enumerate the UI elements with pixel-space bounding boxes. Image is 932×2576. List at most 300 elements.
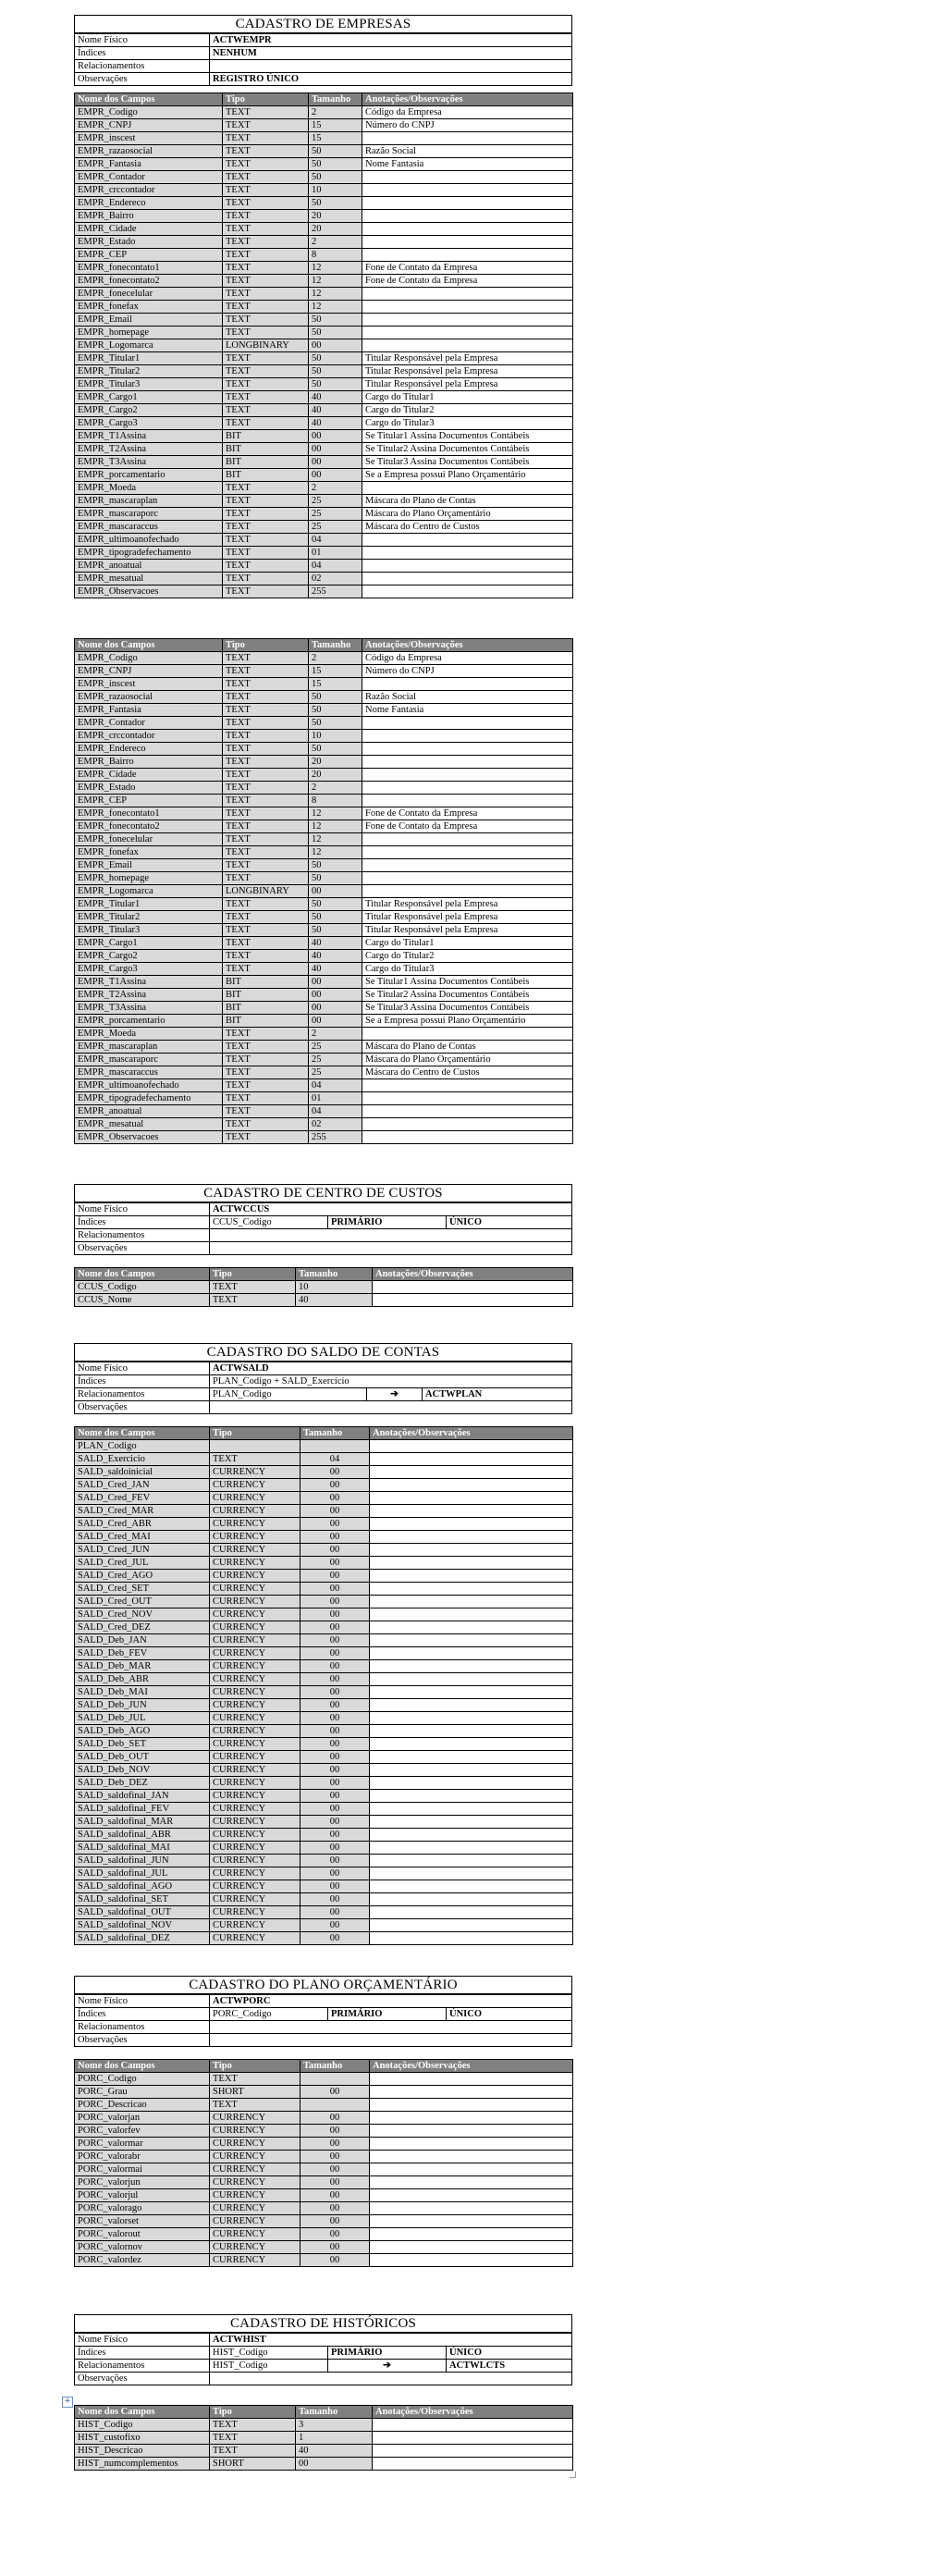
field-type: CURRENCY [210, 1699, 300, 1712]
field-type: CURRENCY [210, 2254, 300, 2267]
table-row [75, 456, 573, 469]
column-header: Nome dos Campos [75, 2060, 210, 2073]
field-name: EMPR_porcamentario [75, 1015, 223, 1028]
field-size: 10 [309, 184, 362, 197]
field-size: 00 [309, 885, 362, 898]
table-row [75, 1634, 573, 1647]
table-row [75, 859, 573, 872]
field-type: CURRENCY [210, 1673, 300, 1686]
field-notes: Máscara do Plano Orçamentário [362, 1054, 573, 1066]
field-size: 25 [309, 508, 362, 521]
relationship-field: PLAN_Codigo [210, 1388, 367, 1401]
table-resize-handle-icon[interactable] [570, 2471, 576, 2478]
field-type: CURRENCY [210, 1777, 300, 1790]
field-size: 40 [296, 1294, 373, 1307]
field-type: CURRENCY [210, 1583, 300, 1596]
field-type: TEXT [223, 521, 309, 534]
field-type: CURRENCY [210, 1596, 300, 1608]
field-type: CURRENCY [210, 1634, 300, 1647]
orcamento-fields [74, 2059, 572, 2267]
table-row [75, 2202, 573, 2215]
field-notes [362, 249, 573, 262]
header-row [75, 639, 573, 652]
meta-label: Nome Físico [75, 1995, 210, 2008]
table-row [75, 1105, 573, 1118]
field-type: TEXT [223, 691, 309, 704]
field-notes [362, 769, 573, 782]
field-size: 00 [300, 1596, 370, 1608]
field-name: EMPR_Titular2 [75, 911, 223, 924]
field-name: EMPR_mascaraccus [75, 521, 223, 534]
meta-label: Nome Físico [75, 1203, 210, 1216]
field-name: EMPR_T3Assina [75, 1002, 223, 1015]
field-name: HIST_numcomplementos [75, 2458, 210, 2471]
field-size: 50 [309, 171, 362, 184]
field-notes [370, 1932, 573, 1945]
field-name: PORC_Codigo [75, 2073, 210, 2086]
column-header: Anotações/Observações [362, 93, 573, 106]
field-size: 00 [309, 469, 362, 482]
field-size: 20 [309, 769, 362, 782]
field-size: 00 [300, 1531, 370, 1544]
table-row [75, 2086, 573, 2099]
field-notes [362, 795, 573, 807]
table-row [75, 404, 573, 417]
field-type: TEXT [223, 1028, 309, 1041]
field-size: 12 [309, 288, 362, 301]
field-name: PORC_valorjul [75, 2189, 210, 2202]
field-type: TEXT [223, 898, 309, 911]
empresas-section [74, 15, 572, 86]
table-row [75, 1583, 573, 1596]
field-notes [370, 1919, 573, 1932]
table-row [75, 1531, 573, 1544]
field-name: EMPR_mascaraccus [75, 1066, 223, 1079]
field-size: 00 [309, 989, 362, 1002]
field-notes [370, 2138, 573, 2151]
table-row [75, 2215, 573, 2228]
index-field: PLAN_Codigo + SALD_Exercicio [210, 1375, 572, 1388]
field-notes [362, 885, 573, 898]
field-type: CURRENCY [210, 1712, 300, 1725]
table-row [75, 1829, 573, 1842]
field-name: SALD_Cred_JUN [75, 1544, 210, 1557]
table-row [75, 352, 573, 365]
orcamento-section [74, 1976, 572, 2047]
field-size: 10 [296, 1281, 373, 1294]
field-size: 00 [300, 1893, 370, 1906]
field-notes [362, 585, 573, 598]
field-size: 04 [309, 560, 362, 573]
table-row [75, 911, 573, 924]
column-header: Anotações/Observações [370, 2060, 573, 2073]
column-header: Tamanho [300, 1427, 370, 1440]
table-row [75, 1505, 573, 1518]
table-row [75, 1686, 573, 1699]
field-notes: Razão Social [362, 145, 573, 158]
table-move-handle-icon[interactable]: + [62, 2397, 73, 2408]
field-notes: Número do CNPJ [362, 119, 573, 132]
field-notes: Se Titular2 Assina Documentos Contábeis [362, 989, 573, 1002]
field-size: 00 [296, 2458, 373, 2471]
field-size: 00 [300, 2241, 370, 2254]
field-notes: Máscara do Plano de Contas [362, 1041, 573, 1054]
field-name: SALD_Deb_OUT [75, 1751, 210, 1764]
table-row [75, 2432, 573, 2445]
index-unique: ÚNICO [447, 2347, 572, 2360]
field-notes: Se a Empresa possui Plano Orçamentário [362, 1015, 573, 1028]
field-size: 50 [309, 314, 362, 327]
table-row [75, 236, 573, 249]
table-row [75, 1015, 573, 1028]
field-size: 50 [309, 859, 362, 872]
field-name: SALD_Exercicio [75, 1453, 210, 1466]
field-type: CURRENCY [210, 1544, 300, 1557]
field-size: 25 [309, 1054, 362, 1066]
field-name: EMPR_Contador [75, 171, 223, 184]
field-name: SALD_saldofinal_OUT [75, 1906, 210, 1919]
field-notes [362, 210, 573, 223]
field-notes [370, 1880, 573, 1893]
field-type: TEXT [223, 145, 309, 158]
table-row [75, 2254, 573, 2267]
field-name: SALD_Cred_ABR [75, 1518, 210, 1531]
field-size: 00 [309, 1015, 362, 1028]
field-type: CURRENCY [210, 1919, 300, 1932]
field-size: 00 [300, 1583, 370, 1596]
empresas-title-table [74, 15, 572, 33]
field-notes [373, 2458, 573, 2471]
meta-value: NENHUM [210, 47, 572, 60]
header-row [75, 93, 573, 106]
field-size: 12 [309, 846, 362, 859]
table-row [75, 2151, 573, 2163]
field-size: 00 [300, 1634, 370, 1647]
table-row [75, 378, 573, 391]
table-row [75, 1932, 573, 1945]
table-row [75, 1028, 573, 1041]
table-row [75, 249, 573, 262]
meta-label: Relacionamentos [75, 2021, 210, 2034]
index-primary: PRIMÁRIO [328, 2008, 447, 2021]
field-size: 25 [309, 1066, 362, 1079]
field-type: TEXT [223, 704, 309, 717]
field-type: CURRENCY [210, 1803, 300, 1816]
field-name: EMPR_T2Assina [75, 443, 223, 456]
field-type: TEXT [223, 795, 309, 807]
field-size: 00 [300, 2151, 370, 2163]
meta-label: Observações [75, 2034, 210, 2047]
field-name: EMPR_Titular3 [75, 924, 223, 937]
field-size: 00 [300, 2202, 370, 2215]
field-type: TEXT [223, 158, 309, 171]
field-type: TEXT [223, 833, 309, 846]
column-header: Tipo [210, 1427, 300, 1440]
field-notes: Se Titular3 Assina Documentos Contábeis [362, 456, 573, 469]
field-name: EMPR_razaosocial [75, 145, 223, 158]
table-row [75, 301, 573, 314]
field-type: TEXT [223, 184, 309, 197]
field-type: TEXT [223, 132, 309, 145]
field-notes [370, 1583, 573, 1596]
table-row [75, 508, 573, 521]
field-notes [370, 1557, 573, 1570]
field-notes [370, 1764, 573, 1777]
table-row [75, 2419, 573, 2432]
column-header: Nome dos Campos [75, 639, 223, 652]
table-row [75, 665, 573, 678]
field-size: 00 [300, 1673, 370, 1686]
field-name: SALD_saldoinicial [75, 1466, 210, 1479]
field-notes: Cargo do Titular2 [362, 950, 573, 963]
field-size: 20 [309, 756, 362, 769]
field-type: TEXT [223, 482, 309, 495]
field-type: TEXT [223, 1079, 309, 1092]
field-type: TEXT [223, 573, 309, 585]
field-type: CURRENCY [210, 1531, 300, 1544]
header-row [75, 2406, 573, 2419]
field-size: 00 [300, 1932, 370, 1945]
field-name: SALD_Deb_JUL [75, 1712, 210, 1725]
field-notes: Máscara do Centro de Custos [362, 1066, 573, 1079]
table-row [75, 833, 573, 846]
field-name: EMPR_Titular2 [75, 365, 223, 378]
centro-section [74, 1184, 572, 1255]
column-header: Nome dos Campos [75, 93, 223, 106]
meta-label: Observações [75, 73, 210, 86]
field-name: EMPR_ultimoanofechado [75, 1079, 223, 1092]
table-row [75, 197, 573, 210]
field-name: SALD_Deb_NOV [75, 1764, 210, 1777]
table-row [75, 1712, 573, 1725]
field-size: 00 [309, 443, 362, 456]
table-row [75, 1608, 573, 1621]
field-size: 12 [309, 833, 362, 846]
column-header: Nome dos Campos [75, 1427, 210, 1440]
field-type: TEXT [223, 937, 309, 950]
relationship-table: ACTWLCTS [447, 2360, 572, 2373]
field-size: 04 [309, 1105, 362, 1118]
field-size: 2 [309, 1028, 362, 1041]
field-type: TEXT [223, 1105, 309, 1118]
table-row [75, 1453, 573, 1466]
table-row [75, 1557, 573, 1570]
field-size: 12 [309, 807, 362, 820]
field-size: 50 [309, 924, 362, 937]
field-notes [362, 1131, 573, 1144]
saldo-fields-table [74, 1426, 573, 1945]
centro-fields [74, 1267, 572, 1307]
field-name: EMPR_mascaraporc [75, 1054, 223, 1066]
field-type: CURRENCY [210, 1738, 300, 1751]
field-type: CURRENCY [210, 1557, 300, 1570]
table-row [75, 482, 573, 495]
field-type: TEXT [223, 249, 309, 262]
field-notes [370, 1855, 573, 1867]
field-name: PORC_Descricao [75, 2099, 210, 2112]
field-notes [362, 1028, 573, 1041]
field-name: EMPR_Cargo1 [75, 391, 223, 404]
field-name: EMPR_crccontador [75, 730, 223, 743]
column-header: Tamanho [300, 2060, 370, 2073]
field-type: TEXT [223, 288, 309, 301]
centro-fields-table [74, 1267, 573, 1307]
field-notes [373, 2419, 573, 2432]
field-name: SALD_Cred_MAR [75, 1505, 210, 1518]
field-name: SALD_Cred_MAI [75, 1531, 210, 1544]
field-name: EMPR_CNPJ [75, 665, 223, 678]
field-name: EMPR_mascaraplan [75, 495, 223, 508]
orcamento-fields-table [74, 2059, 573, 2267]
field-type: TEXT [223, 717, 309, 730]
field-type: BIT [223, 456, 309, 469]
table-row [75, 262, 573, 275]
field-type: TEXT [223, 678, 309, 691]
field-size: 15 [309, 678, 362, 691]
field-type: CURRENCY [210, 1906, 300, 1919]
field-type: TEXT [223, 210, 309, 223]
table-row [75, 1699, 573, 1712]
field-size: 00 [300, 1686, 370, 1699]
table-row [75, 106, 573, 119]
field-name: EMPR_Titular3 [75, 378, 223, 391]
field-size: 00 [300, 2176, 370, 2189]
table-row [75, 171, 573, 184]
field-notes [370, 1453, 573, 1466]
field-size: 2 [309, 482, 362, 495]
field-notes [370, 2163, 573, 2176]
field-notes: Titular Responsável pela Empresa [362, 352, 573, 365]
field-notes [362, 223, 573, 236]
field-size: 00 [309, 339, 362, 352]
field-name: EMPR_Endereco [75, 197, 223, 210]
table-row [75, 976, 573, 989]
field-size: 00 [300, 1880, 370, 1893]
field-size: 00 [300, 1855, 370, 1867]
field-name: EMPR_Observacoes [75, 585, 223, 598]
index-primary: PRIMÁRIO [328, 2347, 447, 2360]
saldo-fields [74, 1426, 572, 1945]
field-notes [362, 678, 573, 691]
table-row [75, 1092, 573, 1105]
field-size: 00 [300, 1505, 370, 1518]
table-row [75, 1440, 573, 1453]
field-name: SALD_Cred_SET [75, 1583, 210, 1596]
table-row [75, 585, 573, 598]
table-row [75, 1751, 573, 1764]
table-row [75, 769, 573, 782]
field-type: TEXT [223, 1066, 309, 1079]
field-size: 00 [309, 456, 362, 469]
field-name: EMPR_Titular1 [75, 898, 223, 911]
field-size: 50 [309, 197, 362, 210]
saldo-title: CADASTRO DO SALDO DE CONTAS [75, 1344, 572, 1362]
field-size: 04 [309, 1079, 362, 1092]
field-notes [370, 2228, 573, 2241]
table-row [75, 223, 573, 236]
field-name: EMPR_Observacoes [75, 1131, 223, 1144]
field-notes [370, 2151, 573, 2163]
field-type: TEXT [223, 807, 309, 820]
arrow-right-icon: ➔ [367, 1388, 423, 1401]
table-row [75, 1647, 573, 1660]
field-type: TEXT [223, 756, 309, 769]
table-row [75, 1816, 573, 1829]
field-size: 00 [300, 1829, 370, 1842]
field-notes [362, 288, 573, 301]
field-notes: Se a Empresa possui Plano Orçamentário [362, 469, 573, 482]
index-field: CCUS_Codigo [210, 1216, 328, 1229]
field-size: 50 [309, 691, 362, 704]
field-notes: Cargo do Titular3 [362, 417, 573, 430]
field-name: EMPR_fonefax [75, 301, 223, 314]
field-notes [370, 2215, 573, 2228]
meta-value: REGISTRO ÚNICO [210, 73, 572, 86]
field-type: TEXT [210, 2445, 296, 2458]
field-size: 1 [296, 2432, 373, 2445]
column-header: Tipo [210, 2406, 296, 2419]
field-type: TEXT [210, 1453, 300, 1466]
field-notes [370, 2176, 573, 2189]
table-row [75, 2458, 573, 2471]
field-name: EMPR_Cargo1 [75, 937, 223, 950]
table-row [75, 1079, 573, 1092]
table-row [75, 1738, 573, 1751]
index-primary: PRIMÁRIO [328, 1216, 447, 1229]
field-notes [370, 1608, 573, 1621]
field-size: 2 [309, 236, 362, 249]
table-row [75, 846, 573, 859]
field-notes [370, 1803, 573, 1816]
field-name: PORC_valorset [75, 2215, 210, 2228]
field-size: 04 [309, 534, 362, 547]
table-row [75, 1660, 573, 1673]
table-row [75, 417, 573, 430]
field-type: TEXT [223, 223, 309, 236]
field-type: TEXT [210, 1281, 296, 1294]
field-name: EMPR_Logomarca [75, 885, 223, 898]
field-size: 25 [309, 1041, 362, 1054]
field-notes [362, 301, 573, 314]
field-size: 04 [300, 1453, 370, 1466]
table-row [75, 521, 573, 534]
table-row [75, 1544, 573, 1557]
field-type: TEXT [210, 2073, 300, 2086]
empresas-meta-table [74, 33, 572, 86]
field-name: EMPR_T1Assina [75, 430, 223, 443]
table-row [75, 1294, 573, 1307]
field-size: 00 [300, 1803, 370, 1816]
field-notes: Número do CNPJ [362, 665, 573, 678]
field-notes: Fone de Contato da Empresa [362, 275, 573, 288]
table-row [75, 1842, 573, 1855]
field-notes [362, 573, 573, 585]
field-type: LONGBINARY [223, 885, 309, 898]
field-name: PORC_valornov [75, 2241, 210, 2254]
field-notes [362, 132, 573, 145]
field-type: TEXT [223, 911, 309, 924]
field-type: CURRENCY [210, 2176, 300, 2189]
field-type: CURRENCY [210, 1686, 300, 1699]
field-notes [373, 2432, 573, 2445]
field-notes [370, 1893, 573, 1906]
table-row [75, 1054, 573, 1066]
field-size: 2 [309, 782, 362, 795]
table-row [75, 288, 573, 301]
field-type: TEXT [223, 495, 309, 508]
table-row [75, 820, 573, 833]
meta-label: Índices [75, 1216, 210, 1229]
